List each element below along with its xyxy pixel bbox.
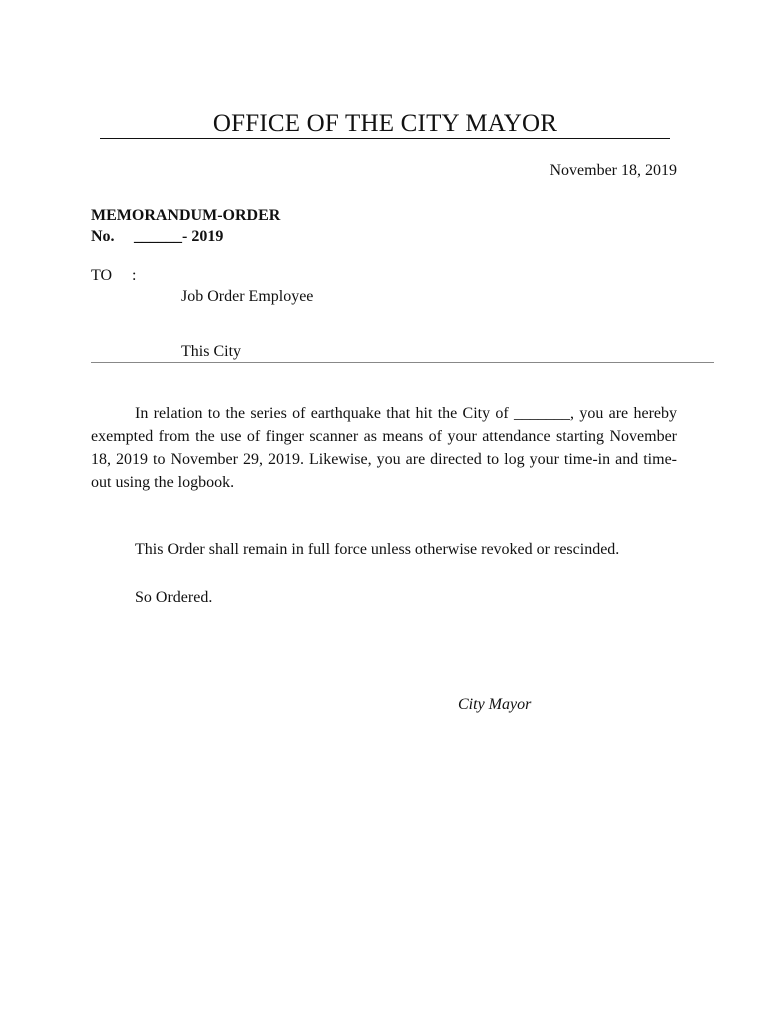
memo-heading-block — [91, 205, 280, 247]
memo-number-value: ______- 2019 — [134, 228, 224, 245]
signatory-title: City Mayor — [458, 696, 532, 713]
memo-number — [91, 226, 280, 247]
to-line — [91, 267, 137, 285]
title-underline — [100, 138, 670, 139]
office-title: OFFICE OF THE CITY MAYOR — [212, 110, 558, 137]
addressee-location: This City — [181, 343, 242, 360]
memo-heading: MEMORANDUM-ORDER — [91, 207, 281, 224]
to-label: TO — [91, 267, 113, 284]
body-paragraph: In relation to the series of earthquake that hit the City of _______, you are hereby exempted from the use of finger scanner as means of your attendance starting November 18, 2019 to November 29, 2019. Likewise, you are directed to log your time-in and time-out using the logbook. — [91, 405, 677, 491]
to-colon: : — [132, 267, 137, 284]
memo-number-label: No. — [91, 228, 115, 245]
addressee: Job Order Employee — [181, 288, 314, 305]
memo-date: November 18, 2019 — [549, 162, 677, 179]
order-paragraph: This Order shall remain in full force unless otherwise revoked or rescinded. — [135, 541, 620, 558]
address-divider — [91, 362, 714, 363]
closing-line: So Ordered. — [135, 589, 213, 606]
